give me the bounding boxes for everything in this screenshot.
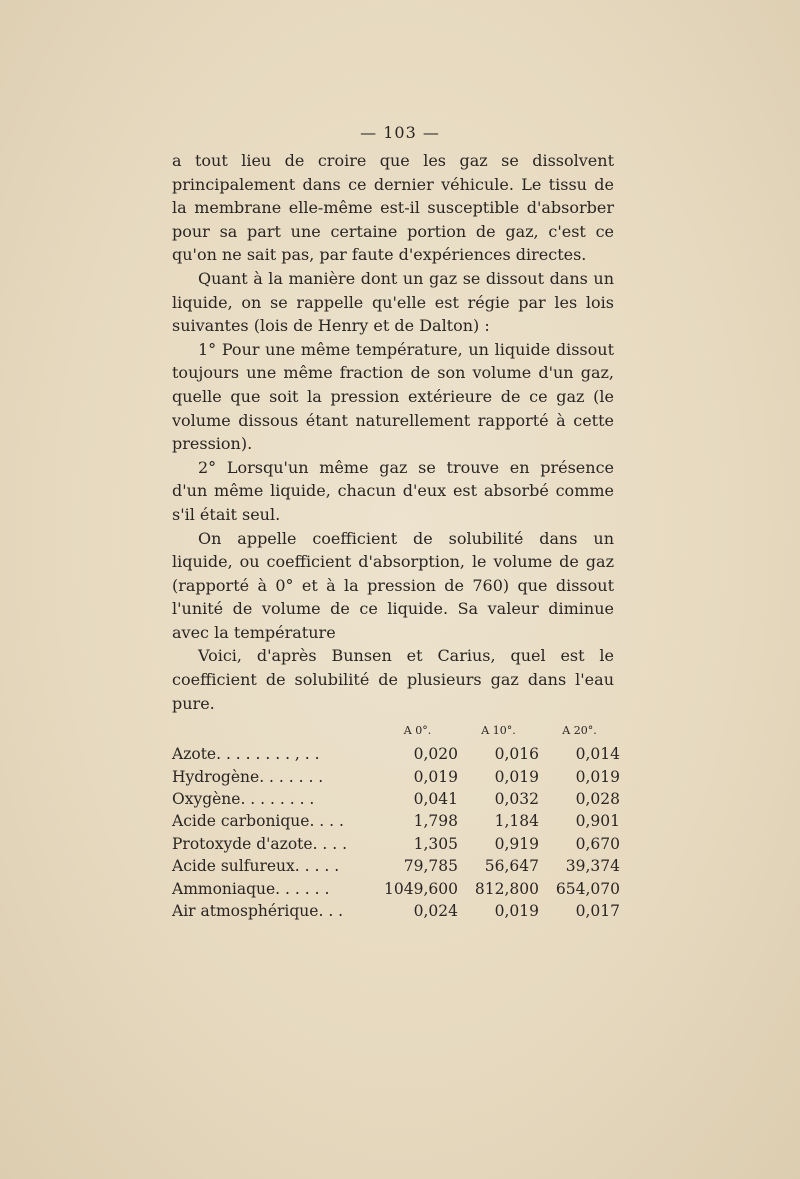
table-header-row <box>172 717 620 743</box>
solubility-table <box>172 717 620 922</box>
gas-name: Acide carbonique. . . . <box>172 812 344 831</box>
paragraph-law-2: 2° Lorsqu'un même gaz se trouve en présence d'un même liquide, chacun d'eux est absorbé comme s'il était seul. <box>172 457 614 524</box>
value-10: 0,919 <box>494 834 539 853</box>
gas-name: Oxygène. . . . . . . . <box>172 789 315 808</box>
paragraph-law-1: 1° Pour une même température, un liquide dissout toujours une même fraction de son volume d'un gaz, quelle que soit la pression extérieure de ce gaz (le volume dissous étant naturellement rapporté à cette pression). <box>172 339 614 454</box>
value-0: 0,020 <box>413 745 458 764</box>
body-text <box>172 149 614 715</box>
value-0: 1049,600 <box>384 879 458 898</box>
table-row <box>172 833 620 855</box>
paragraph-definition: On appelle coefficient de solubilité dans un liquide, ou coefficient d'absorption, le volume de gaz (rapporté à 0° et à la pression de 760) que dissout l'unité de volume de ce liquide. Sa valeur diminue avec la température <box>172 528 614 642</box>
table-row <box>172 877 620 899</box>
value-0: 0,041 <box>413 789 458 808</box>
value-0: 79,785 <box>403 857 458 876</box>
value-0: 0,024 <box>413 901 458 920</box>
paragraph-2: Quant à la manière dont un gaz se dissout dans un liquide, on se rappelle qu'elle est régie par les lois suivantes (lois de Henry et de Dalton) : <box>172 268 614 336</box>
value-10: 0,032 <box>494 789 539 808</box>
value-10: 56,647 <box>484 857 539 876</box>
value-20: 0,017 <box>575 901 620 920</box>
value-10: 812,800 <box>474 879 539 898</box>
value-0: 1,798 <box>413 812 458 831</box>
paragraph-table-intro: Voici, d'après Bunsen et Carius, quel est le coefficient de solubilité de plusieurs gaz dans l'eau pure. <box>172 646 614 713</box>
page-number: — 103 — <box>360 123 440 142</box>
table-row <box>172 743 620 765</box>
value-0: 0,019 <box>413 767 458 786</box>
header-0-degrees: A 0°. <box>403 723 432 737</box>
value-20: 0,901 <box>575 812 620 831</box>
table-row <box>172 810 620 832</box>
gas-name: Azote. . . . . . . . , . . <box>172 745 320 764</box>
value-20: 0,014 <box>575 745 620 764</box>
gas-name: Ammoniaque. . . . . . <box>172 879 330 898</box>
header-10-degrees: A 10°. <box>481 723 516 737</box>
value-20: 0,028 <box>575 789 620 808</box>
table-row <box>172 855 620 877</box>
value-20: 39,374 <box>565 857 620 876</box>
gas-name: Air atmosphérique. . . <box>172 901 344 920</box>
gas-name: Acide sulfureux. . . . . <box>172 857 340 876</box>
table-row <box>172 788 620 810</box>
value-20: 0,670 <box>575 834 620 853</box>
value-10: 0,019 <box>494 901 539 920</box>
header-gas <box>172 717 377 743</box>
paragraph-1: a tout lieu de croire que les gaz se dissolvent principalement dans ce dernier véhicule. Le tissu de la membrane elle-même est-il susceptible d'absorber pour sa part une certaine portion de gaz, c'est ce qu'on ne sait pas, par faute d'expériences directes. <box>172 151 614 265</box>
value-10: 1,184 <box>494 812 539 831</box>
gas-name: Protoxyde d'azote. . . . <box>172 834 348 853</box>
value-20: 654,070 <box>555 879 620 898</box>
value-10: 0,016 <box>494 745 539 764</box>
header-20-degrees: A 20°. <box>562 723 597 737</box>
table-row <box>172 900 620 922</box>
value-0: 1,305 <box>413 834 458 853</box>
table-row <box>172 765 620 787</box>
gas-name: Hydrogène. . . . . . . <box>172 767 324 786</box>
value-10: 0,019 <box>494 767 539 786</box>
value-20: 0,019 <box>575 767 620 786</box>
